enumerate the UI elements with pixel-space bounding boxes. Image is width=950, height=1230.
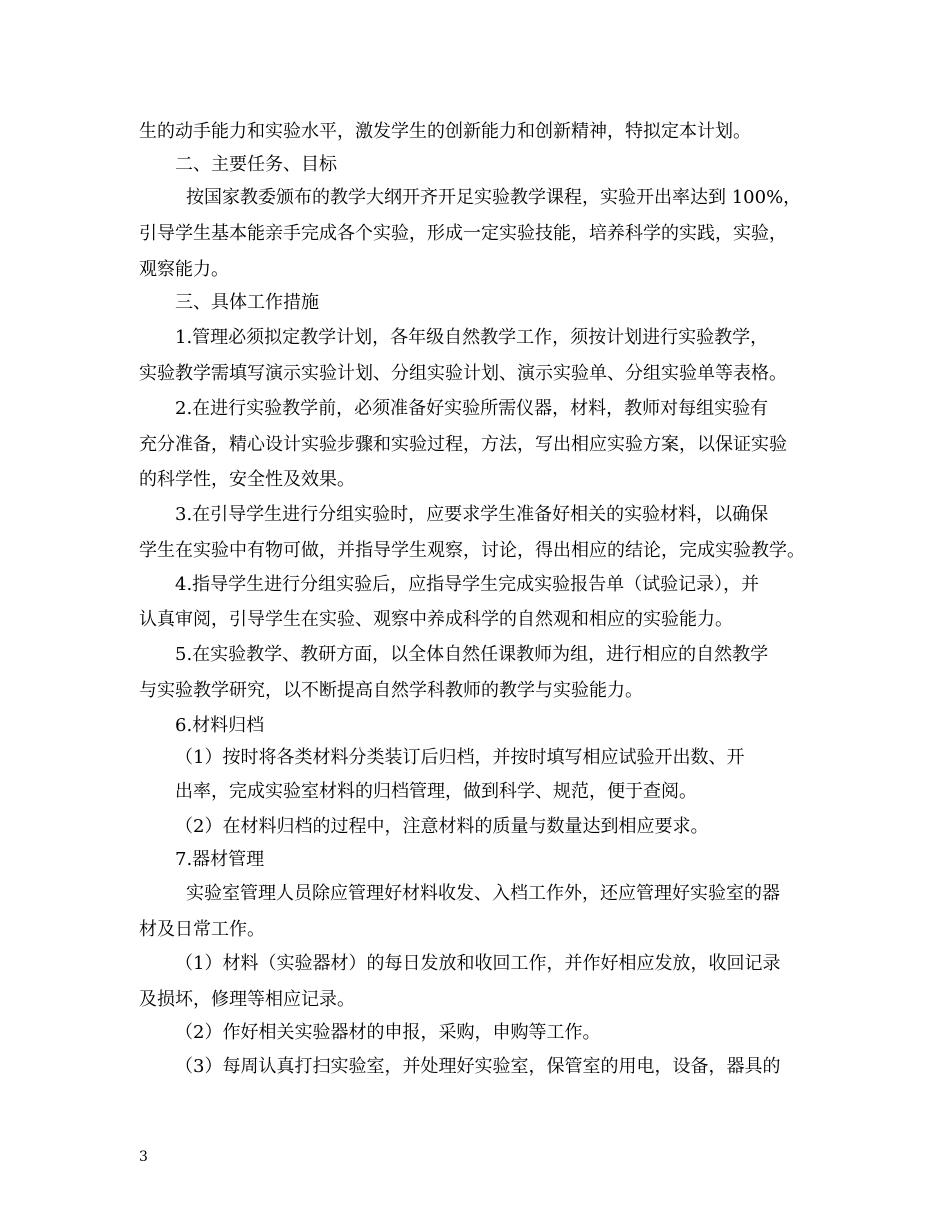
text-line: 的科学性，安全性及效果。: [139, 469, 355, 490]
text-line: 3.在引导学生进行分组实验时，应要求学生准备好相关的实验材料，以确保: [175, 504, 769, 525]
text-line: 材及日常工作。: [139, 919, 265, 940]
text-line: （1）材料（实验器材）的每日发放和收回工作，并作好相应发放，收回记录: [175, 953, 781, 974]
text-line: 观察能力。: [139, 259, 229, 280]
text-line: 5.在实验教学、教研方面，以全体自然任课教师为组，进行相应的自然教学: [175, 644, 769, 665]
text-line: 1.管理必须拟定教学计划，各年级自然教学工作，须按计划进行实验教学，: [175, 327, 769, 348]
section-heading: 7.器材管理: [175, 849, 265, 870]
text-line: （3）每周认真打扫实验室，并处理好实验室，保管室的用电，设备，器具的: [175, 1056, 781, 1077]
section-heading: 三、具体工作措施: [175, 292, 319, 313]
text-line: （2）在材料归档的过程中，注意材料的质量与数量达到相应要求。: [175, 816, 709, 837]
text-line: 学生在实验中有物可做，并指导学生观察，讨论，得出相应的结论，完成实验教学。: [139, 540, 805, 561]
text-line: 引导学生基本能亲手完成各个实验，形成一定实验技能，培养科学的实践，实验，: [139, 223, 787, 244]
text-line: 与实验教学研究，以不断提高自然学科教师的教学与实验能力。: [139, 680, 643, 701]
text-line: 实验教学需填写演示实验计划、分组实验计划、演示实验单、分组实验单等表格。: [139, 363, 787, 384]
text-line: 充分准备，精心设计实验步骤和实验过程，方法，写出相应实验方案，以保证实验: [139, 434, 787, 455]
section-heading: 二、主要任务、目标: [175, 154, 337, 175]
text-line: 按国家教委颁布的教学大纲开齐开足实验教学课程，实验开出率达到 100%，: [186, 187, 802, 208]
page-number: 3: [139, 1149, 148, 1165]
section-heading: 6.材料归档: [175, 715, 265, 736]
text-line: 生的动手能力和实验水平，激发学生的创新能力和创新精神，特拟定本计划。: [139, 121, 751, 142]
text-line: 实验室管理人员除应管理好材料收发、入档工作外，还应管理好实验室的器: [186, 883, 780, 904]
text-line: 出率，完成实验室材料的归档管理，做到科学、规范，便于查阅。: [175, 781, 697, 802]
text-line: 及损坏，修理等相应记录。: [139, 989, 355, 1010]
text-line: 认真审阅，引导学生在实验、观察中养成科学的自然观和相应的实验能力。: [139, 609, 733, 630]
text-line: 4.指导学生进行分组实验后，应指导学生完成实验报告单（试验记录），并: [175, 574, 760, 595]
text-line: （2）作好相关实验器材的申报，采购，申购等工作。: [175, 1022, 601, 1043]
text-line: 2.在进行实验教学前，必须准备好实验所需仪器，材料，教师对每组实验有: [175, 398, 769, 419]
text-line: （1）按时将各类材料分类装订后归档，并按时填写相应试验开出数、开: [175, 747, 745, 768]
